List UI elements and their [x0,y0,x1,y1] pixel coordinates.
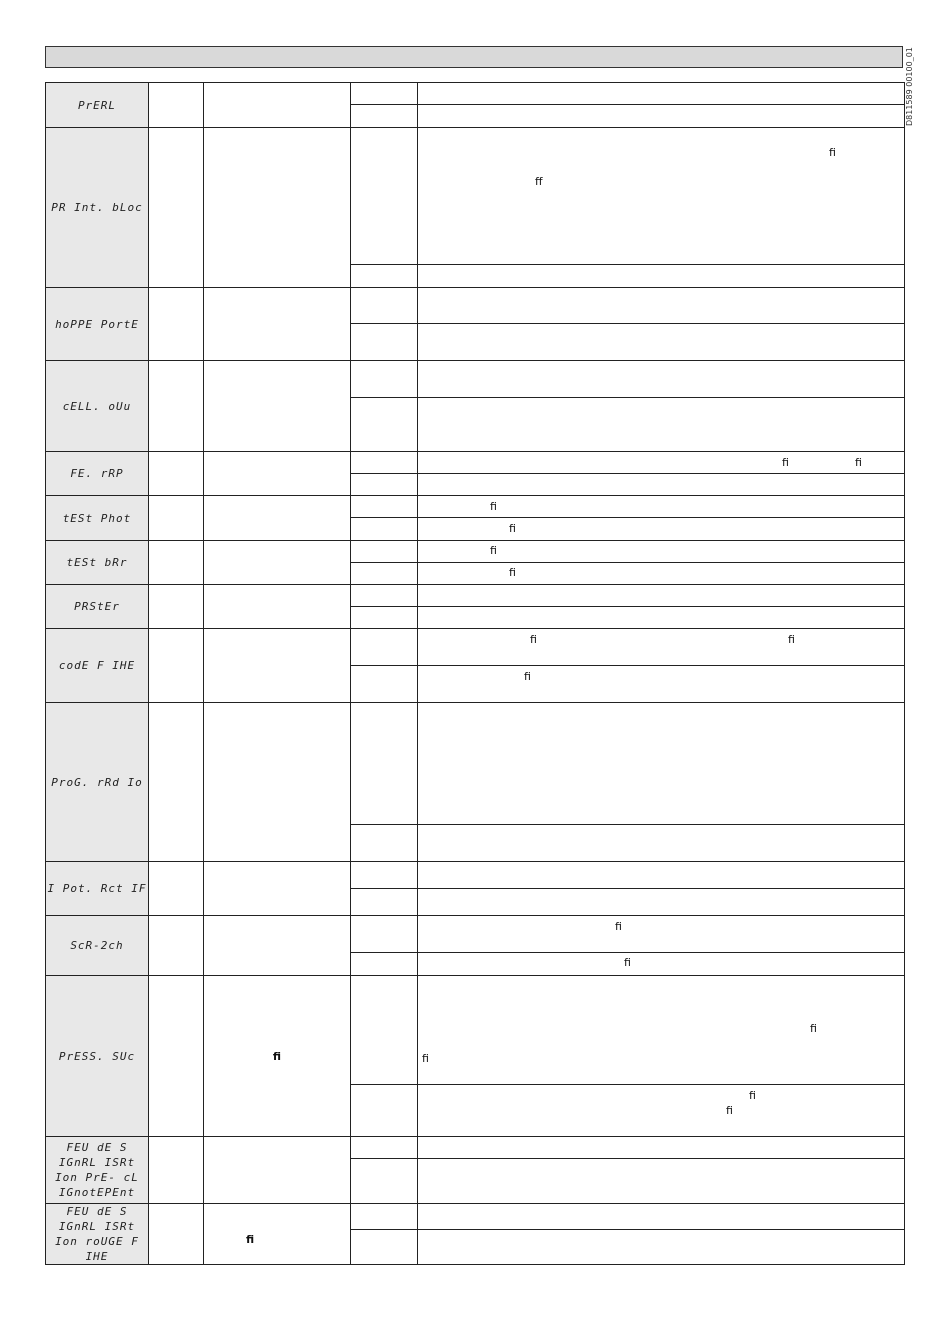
table-row [46,916,905,953]
option-text-cell [418,1159,905,1204]
option-text-cell [418,361,905,398]
option-cell [351,288,418,324]
glyph-mark: ff [535,175,543,188]
glyph-mark: fi [615,920,622,933]
option-cell [351,518,418,541]
option-cell [351,474,418,496]
option-cell [351,862,418,889]
section-header-bar [45,46,903,68]
param-default-cell [149,1204,204,1265]
table-row [46,496,905,518]
option-text-cell [418,324,905,361]
option-text-cell [418,1085,905,1137]
option-cell [351,953,418,976]
option-text-cell [418,1137,905,1159]
param-description-cell [204,541,351,585]
param-name: FEU dE S IGnRL ISRt Ion roUGE F IHE [46,1204,149,1265]
option-text-cell [418,563,905,585]
param-default-cell [149,916,204,976]
glyph-mark: fi [829,146,836,159]
table-row [46,585,905,607]
option-text-cell [418,916,905,953]
param-default-cell [149,288,204,361]
option-cell [351,1204,418,1230]
table-row [46,541,905,563]
option-text-cell [418,105,905,128]
glyph-mark: fi [422,1052,429,1065]
param-description-cell [204,128,351,288]
option-text-cell [418,862,905,889]
option-cell [351,1085,418,1137]
param-default-cell [149,128,204,288]
param-name: FE. rRP [46,452,149,496]
option-cell [351,825,418,862]
param-description-cell [204,862,351,916]
param-default-cell [149,452,204,496]
param-description-cell [204,452,351,496]
param-default-cell [149,629,204,703]
glyph-mark: fi [788,633,795,646]
option-text-cell [418,825,905,862]
param-name: tESt bRr [46,541,149,585]
option-text-cell [418,474,905,496]
param-description-cell [204,585,351,629]
option-text-cell [418,518,905,541]
param-name: codE F IHE [46,629,149,703]
param-default-cell [149,585,204,629]
option-cell [351,361,418,398]
option-cell [351,889,418,916]
param-name: ScR-2ch [46,916,149,976]
parameters-table [45,82,905,1265]
param-default-cell [149,496,204,541]
glyph-mark: fi [509,522,516,535]
param-description-cell [204,916,351,976]
option-text-cell [418,585,905,607]
glyph-mark: fi [524,670,531,683]
table-row [46,361,905,398]
option-text-cell [418,607,905,629]
option-text-cell [418,976,905,1085]
option-text-cell [418,889,905,916]
param-name: PR Int. bLoc [46,128,149,288]
option-text-cell [418,629,905,666]
option-text-cell [418,452,905,474]
glyph-mark: fi [810,1022,817,1035]
param-description-cell [204,1137,351,1204]
table-row [46,703,905,825]
option-cell [351,324,418,361]
param-description-cell [204,629,351,703]
glyph-mark: fi [530,633,537,646]
option-text-cell [418,83,905,105]
param-name: PrERL [46,83,149,128]
option-text-cell [418,288,905,324]
option-cell [351,976,418,1085]
option-cell [351,607,418,629]
option-text-cell [418,265,905,288]
param-default-cell [149,361,204,452]
param-description-cell: fi [204,1204,351,1265]
param-default-cell [149,703,204,862]
option-cell [351,1159,418,1204]
param-description-cell [204,361,351,452]
param-name: tESt Phot [46,496,149,541]
option-text-cell [418,398,905,452]
option-cell [351,666,418,703]
param-default-cell [149,541,204,585]
option-text-cell [418,496,905,518]
option-text-cell [418,541,905,563]
param-description-cell [204,83,351,128]
param-name: FEU dE S IGnRL ISRt Ion PrE- cL IGnotEPEnt [46,1137,149,1204]
param-default-cell [149,83,204,128]
option-cell [351,1137,418,1159]
glyph-mark: fi [490,500,497,513]
option-cell [351,105,418,128]
param-default-cell [149,1137,204,1204]
param-description-cell [204,496,351,541]
option-cell [351,703,418,825]
option-cell [351,128,418,265]
param-description-cell [204,288,351,361]
option-cell [351,496,418,518]
param-default-cell [149,976,204,1137]
option-cell [351,629,418,666]
param-name: I Pot. Rct IF [46,862,149,916]
option-cell [351,916,418,953]
option-cell [351,585,418,607]
option-text-cell [418,666,905,703]
option-cell [351,452,418,474]
glyph-mark: fi [749,1089,756,1102]
option-text-cell [418,1204,905,1230]
table-row [46,862,905,889]
glyph-mark: fi [782,456,789,469]
param-name: hoPPE PortE [46,288,149,361]
param-name: PrESS. SUc [46,976,149,1137]
table-row [46,976,905,1085]
param-name: cELL. oUu [46,361,149,452]
option-cell [351,398,418,452]
glyph-mark: fi [855,456,862,469]
glyph-mark: fi [726,1104,733,1117]
param-description-cell: fi [204,976,351,1137]
table-row [46,452,905,474]
param-default-cell [149,862,204,916]
option-cell [351,1230,418,1265]
table-row [46,629,905,666]
glyph-mark: fi [624,956,631,969]
option-text-cell [418,953,905,976]
table-row [46,288,905,324]
option-text-cell [418,1230,905,1265]
glyph-mark: fi [490,544,497,557]
option-text-cell [418,703,905,825]
option-text-cell [418,128,905,265]
option-cell [351,265,418,288]
option-cell [351,563,418,585]
option-cell [351,541,418,563]
param-name: ProG. rRd Io [46,703,149,862]
param-name: PRStEr [46,585,149,629]
param-description-cell [204,703,351,862]
table-row [46,128,905,265]
glyph-mark: fi [509,566,516,579]
table-row [46,1137,905,1159]
table-row [46,83,905,105]
document-code: D811589 00100_01 [905,47,914,126]
table-row [46,1204,905,1230]
option-cell [351,83,418,105]
